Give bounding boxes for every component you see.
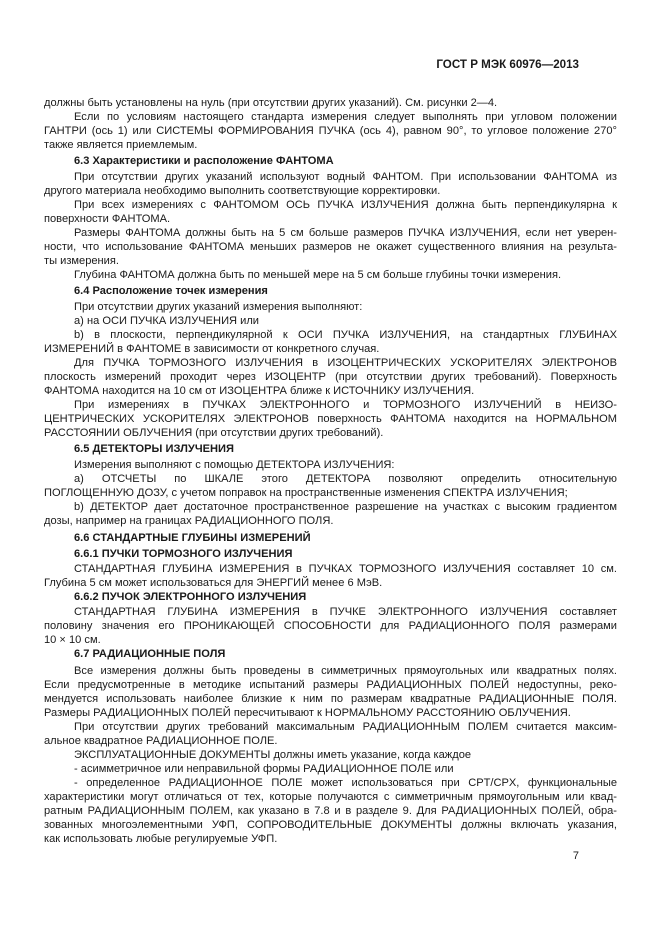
text-line: характеристики могут отличаться от тех, которые получаются с симметричным прямоугольным или квад- — [44, 791, 617, 803]
text-line: При отсутствии других указаний измерения выполняют: — [74, 301, 363, 313]
page-number: 7 — [572, 850, 579, 862]
text-line: ФАНТОМА находится на 10 см от ИЗОЦЕНТРА ближе к ИСТОЧНИКУ ИЗЛУЧЕНИЯ. — [44, 385, 475, 397]
text-line: другого материала необходимо выполнить соответствующие корректировки. — [44, 185, 441, 197]
list-item: b) в плоскости, перпендикулярной к ОСИ ПУЧКА ИЗЛУЧЕНИЯ, на стандартных ГЛУБИНАХ — [74, 329, 617, 341]
text-line: СТАНДАРТНАЯ ГЛУБИНА ИЗМЕРЕНИЯ в ПУЧКАХ ТОРМОЗНОГО ИЗЛУЧЕНИЯ составляет 10 см. — [74, 563, 617, 575]
subsection-heading: 6.6.1 ПУЧКИ ТОРМОЗНОГО ИЗЛУЧЕНИЯ — [74, 548, 293, 560]
text-line: При отсутствии других требований максимальным РАДИАЦИОННЫМ ПОЛЕМ считается максим- — [74, 721, 617, 733]
list-item: - асимметричное или неправильной формы РАДИАЦИОННОЕ ПОЛЕ или — [74, 763, 454, 775]
text-line: плоскость измерений проходит через ИЗОЦЕНТР (при отсутствии других требований). Поверхность — [44, 371, 617, 383]
section-heading: 6.3 Характеристики и расположение ФАНТОМА — [74, 155, 334, 167]
list-item: - определенное РАДИАЦИОННОЕ ПОЛЕ может использоваться при CPT/CPX, функциональные — [74, 777, 617, 789]
text-line: РАССТОЯНИИ ОБЛУЧЕНИЯ (при отсутствии других требований). — [44, 427, 384, 439]
section-heading: 6.7 РАДИАЦИОННЫЕ ПОЛЯ — [74, 648, 226, 660]
list-item: b) ДЕТЕКТОР дает достаточное пространственное разрешение на участках с высоким градиентом — [74, 501, 617, 513]
text-line: Измерения выполняют с помощью ДЕТЕКТОРА ИЗЛУЧЕНИЯ: — [74, 459, 395, 471]
text-line: как использовать любые регулируемые УФП. — [44, 833, 278, 845]
text-line: половину значения его ПРОНИКАЮЩЕЙ СПОСОБНОСТИ для РАДИАЦИОННОГО ПОЛЯ размерами — [44, 620, 617, 632]
text-line: ИЗМЕРЕНИЙ в ФАНТОМЕ в зависимости от конкретного случая. — [44, 343, 380, 355]
section-heading: 6.4 Расположение точек измерения — [74, 285, 268, 297]
text-line: Размеры РАДИАЦИОННЫХ ПОЛЕЙ пересчитывают к НОРМАЛЬНОМУ РАССТОЯНИЮ ОБЛУЧЕНИЯ. — [44, 707, 571, 719]
text-line: При измерениях в ПУЧКАХ ЭЛЕКТРОННОГО и ТОРМОЗНОГО ИЗЛУЧЕНИЙ в НЕИЗО- — [74, 399, 617, 411]
document-header: ГОСТ Р МЭК 60976—2013 — [436, 58, 579, 71]
text-line: мендуется использовать наиболее близкие к ним по размерам квадратные РАДИАЦИОННЫЕ ПОЛЯ. — [44, 693, 617, 705]
text-line: При отсутствии других указаний используют водный ФАНТОМ. При использовании ФАНТОМА из — [74, 171, 617, 183]
text-line: Если предусмотренные в методике испытаний размеры РАДИАЦИОННЫХ ПОЛЕЙ недоступны, реко- — [44, 679, 617, 691]
text-line: должны быть установлены на нуль (при отсутствии других указаний). См. рисунки 2—4. — [44, 97, 498, 109]
text-line: ратным РАДИАЦИОННЫМ ПОЛЕМ, как указано в 7.8 и в разделе 9. Для РАДИАЦИОННЫХ ПОЛЕЙ, обра- — [44, 805, 617, 817]
text-line: зованных многоэлементными УФП, СОПРОВОДИТЕЛЬНЫЕ ДОКУМЕНТЫ должны включать указания, — [44, 819, 617, 831]
text-line: Все измерения должны быть проведены в симметричных прямоугольных или квадратных полях. — [74, 665, 617, 677]
section-heading: 6.6 СТАНДАРТНЫЕ ГЛУБИНЫ ИЗМЕРЕНИЙ — [74, 532, 311, 544]
text-line: альное квадратное РАДИАЦИОННОЕ ПОЛЕ. — [44, 735, 278, 747]
text-line: также является приемлемым. — [44, 139, 198, 151]
text-line: ПОГЛОЩЕННУЮ ДОЗУ, с учетом поправок на пространственные изменения СПЕКТРА ИЗЛУЧЕНИЯ; — [44, 487, 568, 499]
text-line: Глубина 5 см может использоваться для ЭНЕРГИЙ менее 6 МэВ. — [44, 577, 383, 589]
text-line: При всех измерениях с ФАНТОМОМ ОСЬ ПУЧКА ИЗЛУЧЕНИЯ должна быть перпендикулярна к — [74, 199, 617, 211]
text-line: Размеры ФАНТОМА должны быть на 5 см больше размеров ПУЧКА ИЗЛУЧЕНИЯ, если нет уверен- — [74, 227, 617, 239]
text-line: Глубина ФАНТОМА должна быть по меньшей мере на 5 см больше глубины точки измерения. — [74, 269, 562, 281]
list-item: a) ОТСЧЕТЫ по ШКАЛЕ этого ДЕТЕКТОРА позволяют определить относительную — [74, 473, 617, 485]
text-line: Для ПУЧКА ТОРМОЗНОГО ИЗЛУЧЕНИЯ в ИЗОЦЕНТРИЧЕСКИХ УСКОРИТЕЛЯХ ЭЛЕКТРОНОВ — [74, 357, 617, 369]
section-heading: 6.5 ДЕТЕКТОРЫ ИЗЛУЧЕНИЯ — [74, 443, 234, 455]
text-line: СТАНДАРТНАЯ ГЛУБИНА ИЗМЕРЕНИЯ в ПУЧКЕ ЭЛЕКТРОННОГО ИЗЛУЧЕНИЯ составляет — [74, 606, 617, 618]
text-line: ЦЕНТРИЧЕСКИХ УСКОРИТЕЛЯХ ЭЛЕКТРОНОВ поверхность ФАНТОМА находится на НОРМАЛЬНОМ — [44, 413, 617, 425]
text-line: 10 × 10 см. — [44, 634, 101, 646]
subsection-heading: 6.6.2 ПУЧОК ЭЛЕКТРОННОГО ИЗЛУЧЕНИЯ — [74, 591, 307, 603]
text-line: Если по условиям настоящего стандарта измерения следует выполнять при угловом положении — [74, 111, 617, 123]
text-line: ГАНТРИ (ось 1) или СИСТЕМЫ ФОРМИРОВАНИЯ ПУЧКА (ось 4), равном 90°, то угловое положение 270° — [44, 125, 617, 137]
list-item: a) на ОСИ ПУЧКА ИЗЛУЧЕНИЯ или — [74, 315, 259, 327]
text-line: дозы, например на границах РАДИАЦИОННОГО ПОЛЯ. — [44, 515, 334, 527]
text-line: ности, что использование ФАНТОМА меньших размеров не окажет существенного влияния на результа- — [44, 241, 617, 253]
text-line: поверхности ФАНТОМА. — [44, 213, 171, 225]
text-line: ЭКСПЛУАТАЦИОННЫЕ ДОКУМЕНТЫ должны иметь указание, когда каждое — [74, 749, 472, 761]
text-line: ты измерения. — [44, 255, 119, 267]
